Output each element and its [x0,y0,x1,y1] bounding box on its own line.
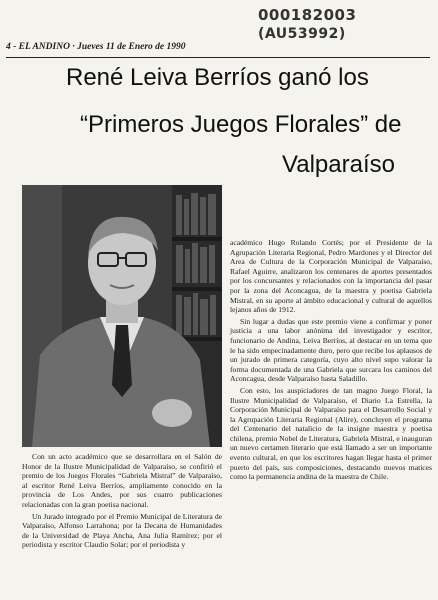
article-paragraph: académico Hugo Rolando Cortés; por el Presidente de la Agrupación Literaria Regional, Pedro Mardones y el Director del Area de Cultura de la Corporación Municipal de Valparaíso, Rafael Aguirre, analizaron los centenares de aportes presentados por los concursantes y relacionados con la importancia del pasar por la zona del Aconcagua, de la maestra y poetisa Gabriela Mistral, en su aporte al ámbito educacional y cultural de aquellos lejanos años de 1912. [230,238,432,315]
article-paragraph: Sin lugar a dudas que este premio viene a confirmar y poner justicia a una labor anónima del investigador y escritor, funcionario de Andina, Leiva Berríos, al destacar en un tema que le ha sido empecinadamente duro, pero que recibe los aplausos de un jurado de primera categoría, cuyo alto nivel supo valorar la forma documentada de una Gabriela que surcara los caminos del Aconcagua, desde Valparaíso hasta Saladillo. [230,316,432,384]
article-paragraph: Con un acto académico que se desarrollara en el Salón de Honor de la Ilustre Municipalidad de Valparaíso, se confirió el premio de los Juegos Florales “Gabriela Mistral” de Valparaíso, al escritor René Leiva Berríos, ampliamente conocido en la provincia de Los Andes, por sus cuatro publicaciones relacionadas con la gran poetisa nacional. [22,452,222,509]
newspaper-header: 4 - EL ANDINO · Jueves 11 de Enero de 1990 [6,42,186,52]
article-paragraph: Un Jurado integrado por el Premio Municipal de Literatura de Valparaíso, Alfonso Larrahona; por la Decana de Humanidades de la Universidad de Playa Ancha, Ana Julia Ramírez; por el periodista y escritor Claudio Solar; por el periodista y [22,511,222,550]
archive-code: (AU53992) [258,26,346,42]
article-column-left [22,452,222,552]
header-rule [6,57,430,58]
portrait-photo [22,185,222,447]
article-column-right [230,238,432,484]
archive-number: 000182003 [258,6,357,24]
headline-line-2: “Primeros Juegos Florales” de [80,111,402,138]
article-paragraph: Con esto, los auspiciadores de tan magno Juego Floral, la Ilustre Municipalidad de Valparaíso, el Diario La Estrella, la Corporación Municipal de Valparaíso para el Desarrollo Social y la Agrupación Literaria Regional (Alire), concluyen el programa del Centenario del natalicio de la insigne maestra y poetisa chilena, premio Nobel de Literatura, Gabriela Mistral, e inauguran un nuevo certamen literario que está llamado a ser un importante evento cultural, en que los escritores hagan llegar hasta el primer puerto del país, sus composiciones, destacando nuevos matices como la permanencia andina de la maestra de Chile. [230,385,432,482]
headline-line-1: René Leiva Berríos ganó los [66,64,369,91]
headline-line-3: Valparaíso [282,151,395,178]
